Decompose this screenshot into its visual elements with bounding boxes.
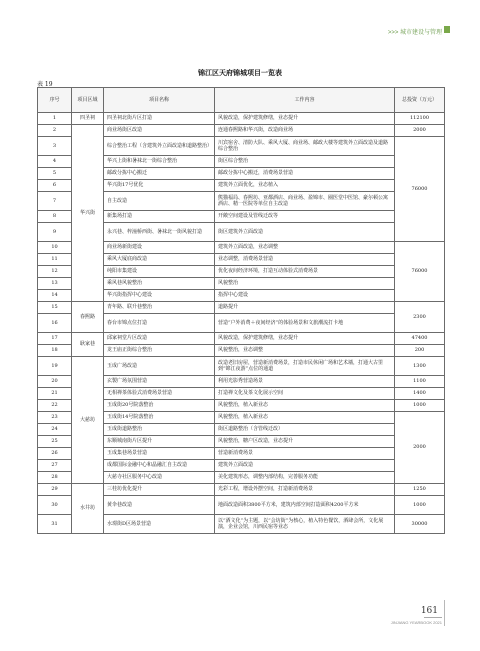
cell-seq: 8 bbox=[38, 211, 72, 223]
cell-investment: 30000 bbox=[395, 515, 445, 534]
cell-investment: 2000 bbox=[395, 412, 445, 484]
cell-name: 华兴上街和暑袜北一街综合整治 bbox=[104, 156, 215, 168]
cell-content: 建筑外立面改造，业态调整 bbox=[215, 242, 395, 254]
cell-name: 商业场街区改造 bbox=[104, 125, 215, 137]
cell-seq: 30 bbox=[38, 496, 72, 515]
cell-investment: 200 bbox=[395, 345, 445, 357]
cell-content: 利用光影秀营造场景 bbox=[215, 376, 395, 388]
cell-seq: 3 bbox=[38, 137, 72, 156]
cell-name: 自主改造 bbox=[104, 192, 215, 211]
cell-content: 风貌整治，植入新业态 bbox=[215, 400, 395, 412]
cell-content: 美化建筑形态，调整内部结构，完善服务功能 bbox=[215, 472, 395, 484]
page-footer-text: JINJIANG YEARBOOK 2021 bbox=[390, 620, 442, 625]
cell-content: 改造老旧房屋，营造新消费场景，打造市民休闲广场和艺术墙，打通大古里到“锦江夜游”点位的通道 bbox=[215, 357, 395, 376]
cell-name: 龙王庙正街综合整治 bbox=[104, 345, 215, 357]
cell-seq: 31 bbox=[38, 515, 72, 534]
col-header-investment: 总投资（万元） bbox=[395, 88, 445, 113]
cell-content: 营造新消费场景 bbox=[215, 448, 395, 460]
cell-content: 邮政分拣中心搬迁，消费场景营造 bbox=[215, 168, 395, 180]
cell-name: 新集场打造 bbox=[104, 211, 215, 223]
cell-name: 玉成集巷场景营造 bbox=[104, 448, 215, 460]
cell-investment: 2300 bbox=[395, 302, 445, 333]
project-table bbox=[37, 87, 445, 534]
cell-seq: 10 bbox=[38, 242, 72, 254]
cell-investment: 76000 bbox=[395, 242, 445, 302]
cell-content: 业态调整，消费场景营造 bbox=[215, 254, 395, 266]
cell-content: 打造禅文化及茶文化展示空间 bbox=[215, 388, 395, 400]
cell-seq: 16 bbox=[38, 314, 72, 333]
cell-name: 春台市锦点位打造 bbox=[104, 314, 215, 333]
cell-seq: 27 bbox=[38, 460, 72, 472]
cell-seq: 11 bbox=[38, 254, 72, 266]
cell-investment: 1000 bbox=[395, 496, 445, 515]
cell-name: 东顺城南街片区提升 bbox=[104, 436, 215, 448]
cell-area: 华兴街 bbox=[72, 125, 104, 302]
cell-name: 华兴街指挥中心建设 bbox=[104, 290, 215, 302]
cell-content: 地面改造面积3800平方米，建筑内部空间打造面积4200平方米 bbox=[215, 496, 395, 515]
cell-investment: 1100 bbox=[395, 376, 445, 388]
section-marker-icon bbox=[444, 26, 450, 33]
cell-seq: 6 bbox=[38, 180, 72, 192]
cell-name: 邱家祠堂片区改造 bbox=[104, 333, 215, 345]
cell-investment: 2000 bbox=[395, 125, 445, 137]
cell-area: 耿家巷 bbox=[72, 333, 104, 357]
cell-seq: 19 bbox=[38, 357, 72, 376]
cell-content: 街区综合整治 bbox=[215, 156, 395, 168]
cell-name: 玉成街20号院落整治 bbox=[104, 400, 215, 412]
cell-seq: 4 bbox=[38, 156, 72, 168]
cell-name: 纯阳市集建设 bbox=[104, 266, 215, 278]
cell-investment: 1400 bbox=[395, 388, 445, 400]
table-row bbox=[38, 357, 445, 376]
cell-investment: 1000 bbox=[395, 400, 445, 412]
cell-content: 连通春熙路和华兴街，改造商业场 bbox=[215, 125, 395, 137]
cell-area: 大慈坊 bbox=[72, 357, 104, 484]
footer-divider bbox=[444, 600, 445, 626]
cell-seq: 1 bbox=[38, 113, 72, 125]
cell-name: 四圣祠北街片区打造 bbox=[104, 113, 215, 125]
cell-seq: 5 bbox=[38, 168, 72, 180]
cell-content: 以“酒文化”为主题，以“会坊街”为核心，植入特色餐饮，酒肆会所，文化展演，企业会馆，川西民宿等业态 bbox=[215, 515, 395, 534]
section-header-tag: >>> 城市建设与管理 bbox=[387, 30, 442, 36]
cell-investment: 112100 bbox=[395, 113, 445, 125]
cell-seq: 13 bbox=[38, 278, 72, 290]
cell-seq: 7 bbox=[38, 192, 72, 211]
col-header-seq: 序号 bbox=[38, 88, 72, 113]
cell-investment: 1300 bbox=[395, 357, 445, 376]
cell-seq: 9 bbox=[38, 223, 72, 242]
cell-name: 综合整治工程（含建筑外立面改造和道路整治） bbox=[104, 137, 215, 156]
cell-content: 建筑外立面改造 bbox=[215, 460, 395, 472]
cell-investment: 76000 bbox=[395, 137, 445, 242]
cell-seq: 24 bbox=[38, 424, 72, 436]
table-title: 锦江区天府锦城项目一览表 bbox=[198, 68, 282, 77]
cell-content: 街区建筑外立面改造 bbox=[215, 223, 395, 242]
cell-content: 川宾宿舍、清防大队、乘风大厦、商业场、邮政大楼等建筑外立面改造及道路综合整治 bbox=[215, 137, 395, 156]
cell-content: 风貌改造，保护建筑修缮，业态提升 bbox=[215, 333, 395, 345]
cell-content: 风貌改造，保护建筑修缮，业态提升 bbox=[215, 113, 395, 125]
cell-seq: 15 bbox=[38, 302, 72, 314]
cell-name: 玉成广场改造 bbox=[104, 357, 215, 376]
cell-investment: 47400 bbox=[395, 333, 445, 345]
cell-content: 优化夜间经济环境，打造互动体验式消费场景 bbox=[215, 266, 395, 278]
cell-seq: 26 bbox=[38, 448, 72, 460]
col-header-name: 项目名称 bbox=[104, 88, 215, 113]
table-label: 表 19 bbox=[37, 81, 53, 88]
table-row bbox=[38, 302, 445, 314]
cell-content: 风貌整治 bbox=[215, 278, 395, 290]
cell-content: 开敞空间建设及管线迁改等 bbox=[215, 211, 395, 223]
cell-name: 华兴街17号优化 bbox=[104, 180, 215, 192]
cell-seq: 23 bbox=[38, 412, 72, 424]
cell-name: 成都国际金融中心和晶融汇自主改造 bbox=[104, 460, 215, 472]
cell-seq: 2 bbox=[38, 125, 72, 137]
cell-name: 水璟街D区场景营造 bbox=[104, 515, 215, 534]
cell-name: 黄伞巷改造 bbox=[104, 496, 215, 515]
cell-name: 玉成街道路整治 bbox=[104, 424, 215, 436]
cell-content: 风貌整治，植入新业态 bbox=[215, 412, 395, 424]
cell-content: 道路提升 bbox=[215, 302, 395, 314]
cell-name: 永兴巷、梓潼桥西街、暑袜北一街风貌打造 bbox=[104, 223, 215, 242]
cell-seq: 14 bbox=[38, 290, 72, 302]
page-number: 161 bbox=[420, 606, 438, 616]
cell-content: 街区道路整治（含管线迁改） bbox=[215, 424, 395, 436]
cell-seq: 18 bbox=[38, 345, 72, 357]
cell-name: 大慈寺社区服务中心改造 bbox=[104, 472, 215, 484]
cell-content: 营造“户外消费＋夜间经济”的体验场景和文旅潮流打卡地 bbox=[215, 314, 395, 333]
table-row bbox=[38, 125, 445, 137]
cell-name: 乘风大厦底商改造 bbox=[104, 254, 215, 266]
cell-name: 乘风巷风貌整治 bbox=[104, 278, 215, 290]
cell-name: 商业场新街建设 bbox=[104, 242, 215, 254]
cell-name: 无相禅茶体验式消费场景营造 bbox=[104, 388, 215, 400]
cell-seq: 25 bbox=[38, 436, 72, 448]
col-header-content: 工作内容 bbox=[215, 88, 395, 113]
cell-name: 玄製广场氛围营造 bbox=[104, 376, 215, 388]
cell-seq: 29 bbox=[38, 484, 72, 496]
cell-seq: 22 bbox=[38, 400, 72, 412]
cell-content: 熊猫福局、春熙坊、亚都酒店、商业场、盈锦市、圈医堂中医馆、豪尔顿公寓酒店、精一医院等单位自主改造 bbox=[215, 192, 395, 211]
col-header-area: 项目区域 bbox=[72, 88, 104, 113]
cell-seq: 17 bbox=[38, 333, 72, 345]
cell-area: 四圣祠 bbox=[72, 113, 104, 125]
cell-seq: 20 bbox=[38, 376, 72, 388]
cell-name: 邮政分拣中心搬迁 bbox=[104, 168, 215, 180]
table-row bbox=[38, 113, 445, 125]
cell-content: 光彩工程，增设外摆空间，打造新消费场景 bbox=[215, 484, 395, 496]
cell-seq: 21 bbox=[38, 388, 72, 400]
cell-seq: 28 bbox=[38, 472, 72, 484]
cell-investment: 1250 bbox=[395, 484, 445, 496]
cell-name: 青年路、联升巷整治 bbox=[104, 302, 215, 314]
table-row bbox=[38, 333, 445, 345]
cell-content: 风貌整治，业态调整 bbox=[215, 345, 395, 357]
page-number-rule bbox=[424, 617, 442, 618]
table-row bbox=[38, 484, 445, 496]
cell-content: 建筑外立面优化，业态植入 bbox=[215, 180, 395, 192]
cell-name: 玉成街14号院落整治 bbox=[104, 412, 215, 424]
cell-area: 春熙路 bbox=[72, 302, 104, 333]
cell-seq: 12 bbox=[38, 266, 72, 278]
cell-name: 三桂坊优化提升 bbox=[104, 484, 215, 496]
cell-content: 指挥中心建设 bbox=[215, 290, 395, 302]
cell-area: 水井坊 bbox=[72, 484, 104, 534]
cell-content: 风貌整治，糖户区改造，业态提升 bbox=[215, 436, 395, 448]
